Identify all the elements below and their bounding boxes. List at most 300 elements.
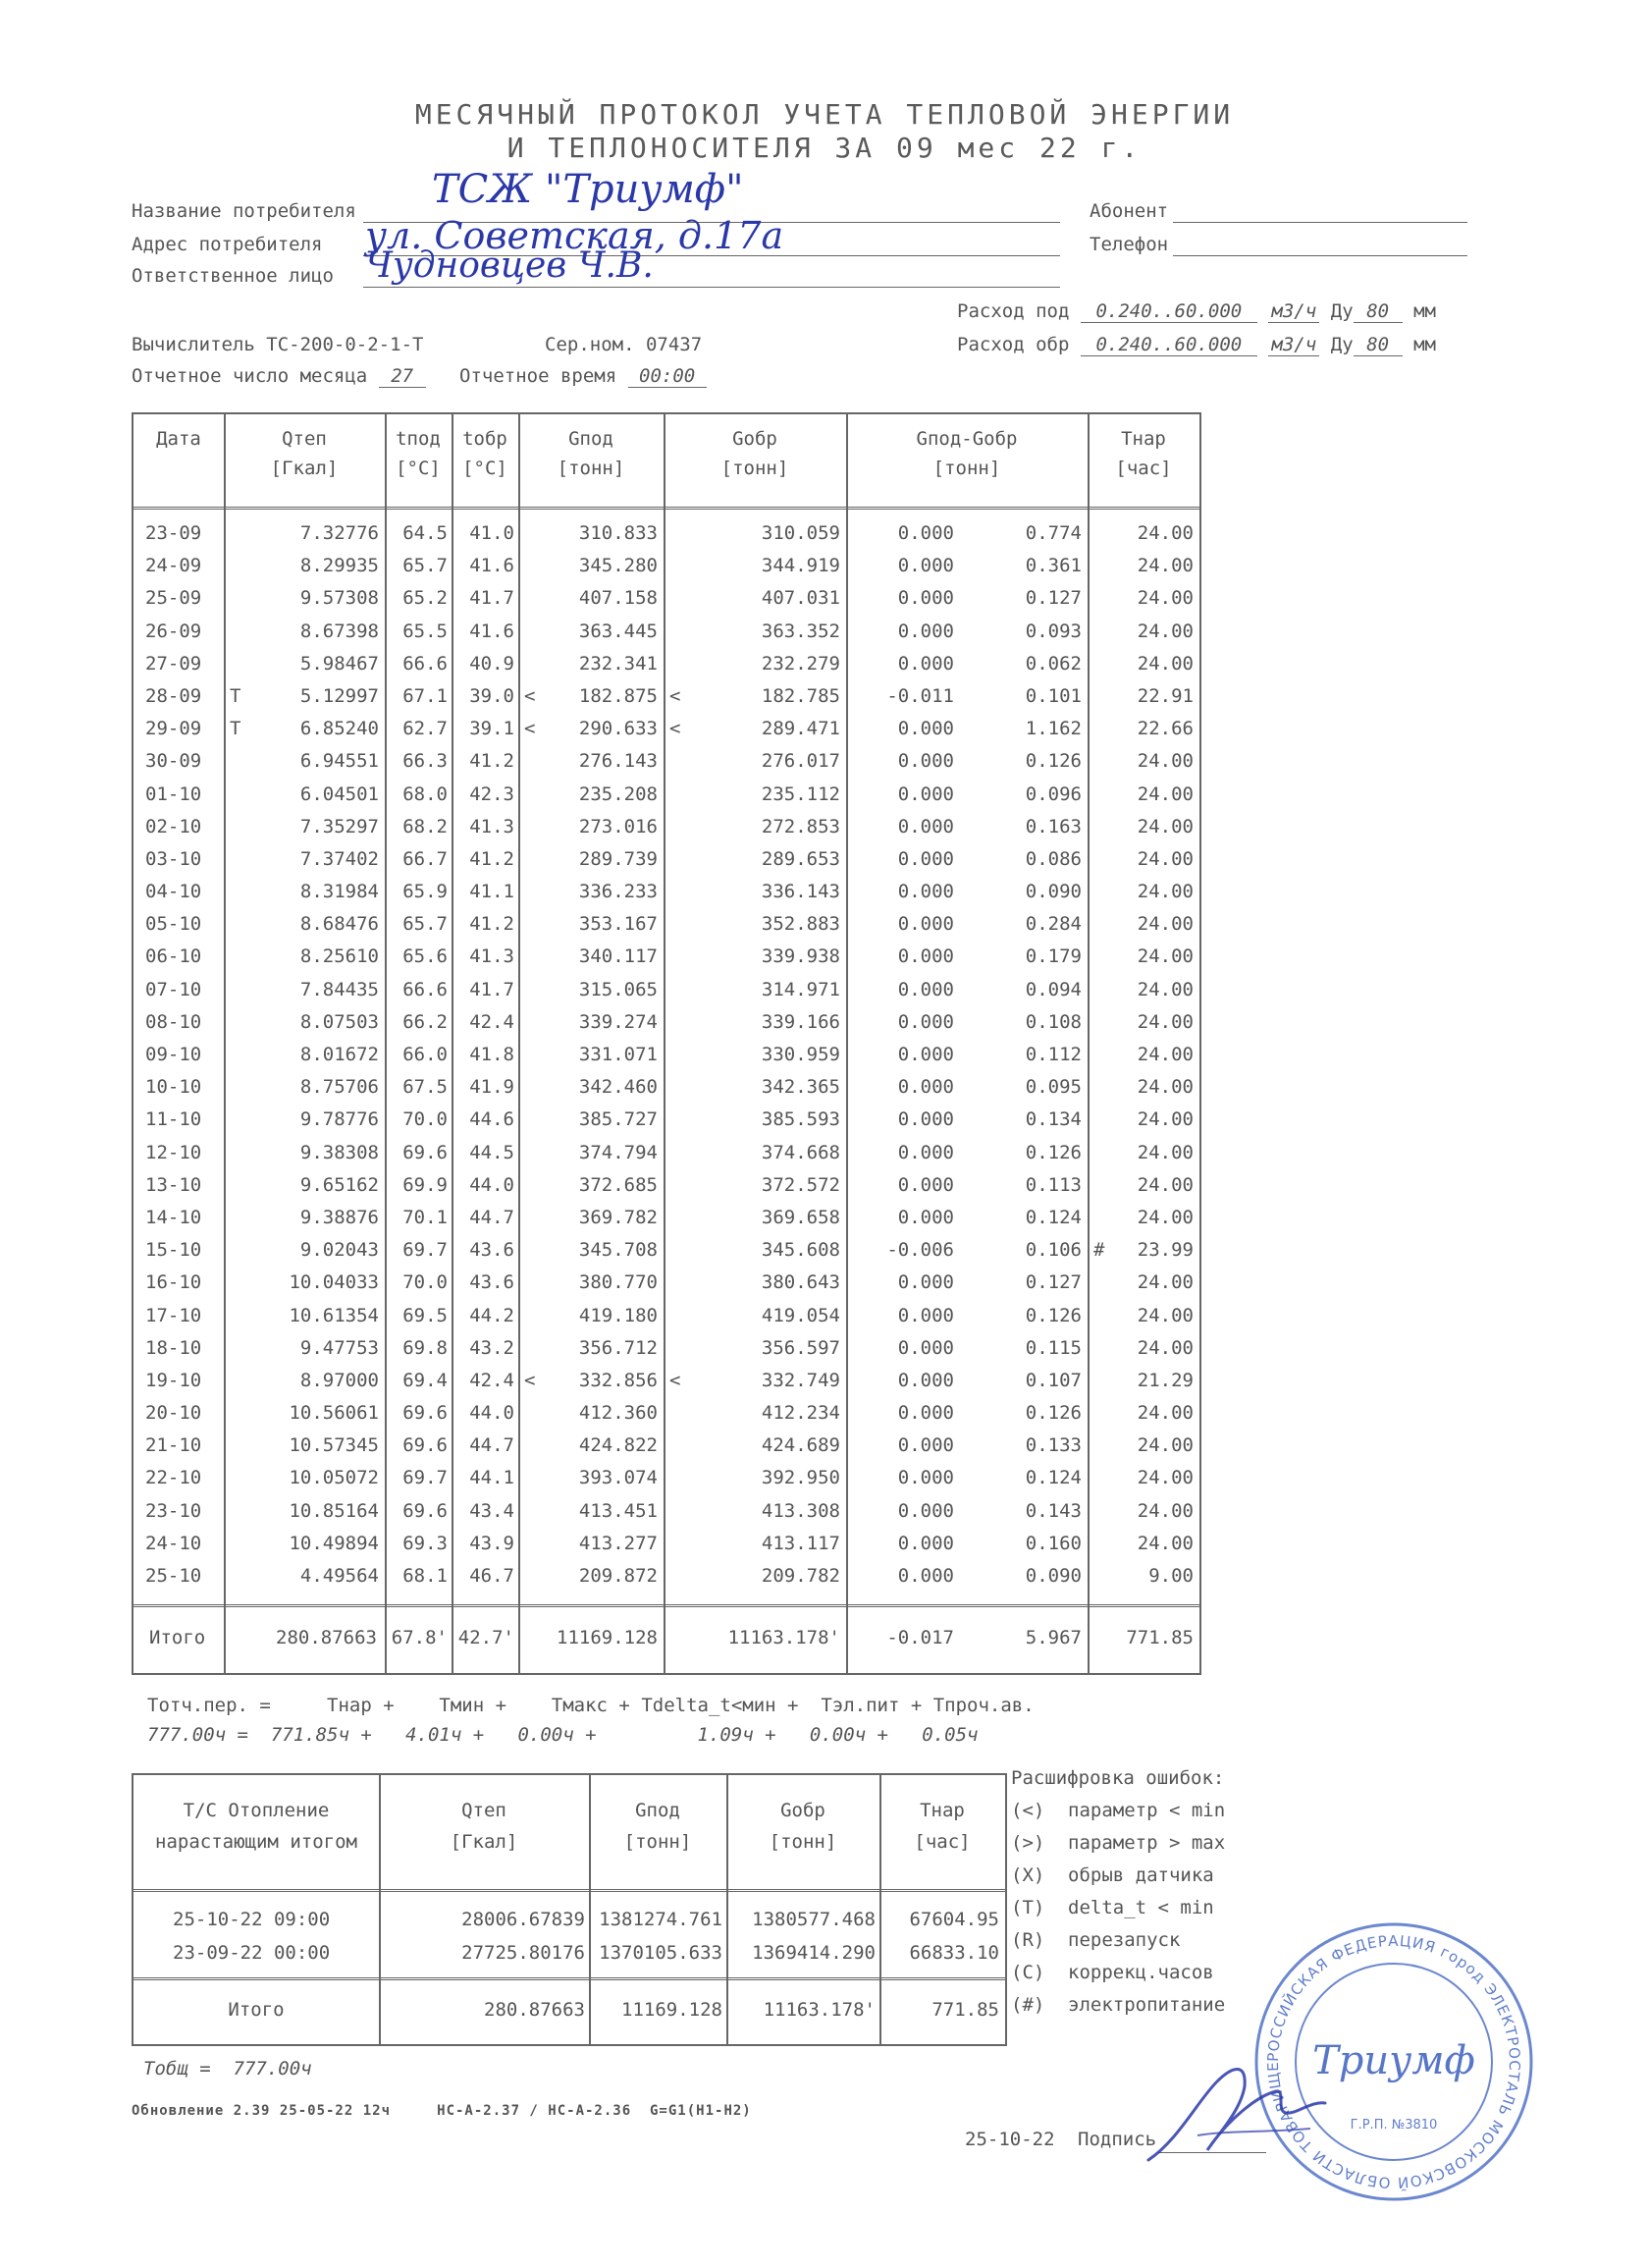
cell-tobr: 41.6 (469, 620, 514, 642)
subscriber-label: Абонент (1090, 200, 1169, 222)
cell-tpod: 69.5 (402, 1304, 448, 1326)
cell-gdiff-1: 0.000 (897, 718, 954, 740)
cell-tnar: 24.00 (1137, 1044, 1194, 1065)
table-row (133, 518, 1199, 551)
cell-qtep: 9.02043 (299, 1239, 379, 1262)
header-gobr: Gобр [тонн] (720, 428, 789, 479)
cell-gpod: 356.712 (578, 1336, 658, 1359)
cell-gdiff-2: 0.126 (1025, 750, 1082, 773)
legend-text: перезапуск (1068, 1929, 1181, 1951)
cell-gdiff-2: 0.090 (1025, 881, 1082, 903)
cumulative-row-gpod: 1370105.633 (599, 1942, 722, 1964)
cell-gpod: 273.016 (578, 815, 658, 837)
cell-gobr: 276.017 (761, 750, 840, 773)
cell-tpod: 66.6 (402, 652, 448, 675)
table-row (133, 1301, 1199, 1333)
cell-flag: < (524, 684, 536, 707)
table-row (133, 1268, 1199, 1300)
cell-gdiff-2: 0.101 (1025, 684, 1082, 707)
table-row (133, 583, 1199, 616)
cell-gpod: 339.274 (578, 1010, 658, 1033)
cumulative-row-gobr: 1380577.468 (752, 1909, 876, 1930)
cell-tobr: 43.2 (469, 1336, 514, 1359)
cell-tobr: 44.0 (469, 1402, 514, 1425)
cell-tnar: 24.00 (1137, 1304, 1194, 1326)
cell-gobr: 330.959 (761, 1044, 840, 1065)
cell-gpod: 276.143 (578, 750, 658, 773)
cell-gdiff-1: 0.000 (897, 1434, 954, 1457)
cell-gdiff-2: 0.774 (1025, 522, 1082, 544)
legend-text: параметр < min (1068, 1800, 1226, 1821)
total-time: Tобщ = 777.00ч (143, 2058, 312, 2079)
cell-qtep: 7.37402 (299, 847, 379, 870)
cell-date: 08-10 (145, 1010, 202, 1033)
legend-code: (>) (1011, 1832, 1045, 1854)
cell-gobr: 344.919 (761, 555, 840, 577)
table-row (133, 1040, 1199, 1072)
consumer-name-value: ТСЖ "Триумф" (432, 167, 744, 212)
cell-tnar: 24.00 (1137, 750, 1194, 773)
total-label: Итого (149, 1627, 206, 1648)
legend-item (1011, 1800, 1225, 1832)
cell-tpod: 68.2 (402, 815, 448, 837)
table-row (133, 1138, 1199, 1170)
legend-title: Расшифровка ошибок: (1011, 1767, 1225, 1789)
cell-qtep: 8.31984 (299, 881, 379, 903)
cell-gpod: 353.167 (578, 913, 658, 936)
cell-tpod: 62.7 (402, 718, 448, 740)
legend-item (1011, 1929, 1225, 1962)
flow-return-unit: м3/ч (1268, 334, 1319, 356)
cell-tnar: 24.00 (1137, 783, 1194, 805)
cell-gdiff-2: 0.062 (1025, 652, 1082, 675)
cell-gdiff-1: -0.011 (886, 684, 954, 707)
cell-flag: < (669, 1369, 681, 1391)
cell-gobr: 289.471 (761, 718, 840, 740)
cell-tnar: 24.00 (1137, 881, 1194, 903)
cell-flag: < (669, 684, 681, 707)
cell-gdiff-2: 0.124 (1025, 1467, 1082, 1489)
cell-date: 23-09 (145, 522, 202, 544)
cell-gpod: 393.074 (578, 1467, 658, 1489)
table-row (133, 681, 1199, 714)
cell-date: 18-10 (145, 1336, 202, 1359)
cell-tnar: 24.00 (1137, 978, 1194, 1000)
cell-gdiff-2: 0.106 (1025, 1239, 1082, 1262)
cumulative-row-gpod: 1381274.761 (599, 1909, 722, 1930)
cell-tpod: 70.0 (402, 1108, 448, 1131)
total-tpod: 67.8' (391, 1627, 448, 1648)
du-return-unit: мм (1413, 334, 1436, 355)
cell-date: 25-09 (145, 587, 202, 610)
cell-tnar: 24.00 (1137, 1434, 1194, 1457)
flow-supply-label: Расход под (957, 300, 1070, 322)
cell-qtep: 8.07503 (299, 1010, 379, 1033)
cell-gdiff-2: 0.134 (1025, 1108, 1082, 1131)
cell-gobr: 419.054 (761, 1304, 840, 1326)
cell-tpod: 68.1 (402, 1565, 448, 1587)
cell-tpod: 69.3 (402, 1532, 448, 1554)
cell-qtep: 8.75706 (299, 1076, 379, 1099)
cumulative-row-qtep: 28006.67839 (461, 1909, 585, 1930)
cell-tobr: 39.1 (469, 718, 514, 740)
cell-gdiff-1: 0.000 (897, 750, 954, 773)
cell-gdiff-1: 0.000 (897, 978, 954, 1000)
cell-gpod: 209.872 (578, 1565, 658, 1587)
cell-tobr: 43.4 (469, 1499, 514, 1522)
cell-gdiff-2: 0.126 (1025, 1304, 1082, 1326)
cell-gdiff-1: 0.000 (897, 1044, 954, 1065)
cell-gobr: 314.971 (761, 978, 840, 1000)
legend-text: коррекц.часов (1068, 1962, 1214, 1983)
cell-date: 28-09 (145, 684, 202, 707)
du-return-value: 80 (1354, 334, 1403, 356)
cell-gpod: 345.708 (578, 1239, 658, 1262)
cell-tobr: 41.3 (469, 945, 514, 968)
cell-date: 04-10 (145, 881, 202, 903)
cell-gdiff-2: 0.361 (1025, 555, 1082, 577)
table-row (133, 1529, 1199, 1561)
cell-tobr: 41.0 (469, 522, 514, 544)
cell-qtep: 10.05072 (289, 1467, 379, 1489)
cell-gobr: 372.572 (761, 1173, 840, 1196)
cell-flag: < (524, 1369, 536, 1391)
table-row (133, 617, 1199, 649)
row-separator (133, 1889, 1005, 1892)
cell-tnar: 24.00 (1137, 620, 1194, 642)
cell-tpod: 65.6 (402, 945, 448, 968)
cell-gdiff-2: 0.124 (1025, 1206, 1082, 1228)
cell-gobr: 272.853 (761, 815, 840, 837)
cell-tobr: 40.9 (469, 652, 514, 675)
cumulative-header-qtep: Qтеп [Гкал] (450, 1800, 518, 1853)
cell-gdiff-1: 0.000 (897, 1532, 954, 1554)
cell-tnar: 24.00 (1137, 815, 1194, 837)
serial-label: Сер.ном. (545, 334, 635, 355)
cell-flag: T (230, 684, 241, 707)
cell-gdiff-2: 0.133 (1025, 1434, 1082, 1457)
legend-item (1011, 1864, 1225, 1897)
cell-tnar: 24.00 (1137, 1010, 1194, 1033)
cell-gdiff-2: 0.086 (1025, 847, 1082, 870)
cell-gdiff-1: 0.000 (897, 555, 954, 577)
table-row (133, 649, 1199, 681)
cell-tnar: 24.00 (1137, 1173, 1194, 1196)
cell-tobr: 39.0 (469, 684, 514, 707)
cell-gpod: 369.782 (578, 1206, 658, 1228)
cell-qtep: 4.49564 (299, 1565, 379, 1587)
legend-code: (#) (1011, 1994, 1045, 2016)
cell-flag: # (1093, 1239, 1105, 1262)
cell-tnar: 9.00 (1148, 1565, 1194, 1587)
legend-code: (C) (1011, 1962, 1045, 1983)
cumulative-total-gobr: 11163.178' (763, 1999, 876, 2021)
cell-gdiff-1: 0.000 (897, 1141, 954, 1163)
cell-tpod: 67.1 (402, 684, 448, 707)
cell-tobr: 41.7 (469, 978, 514, 1000)
cell-date: 21-10 (145, 1434, 202, 1457)
cell-gdiff-1: 0.000 (897, 783, 954, 805)
cell-tnar: 24.00 (1137, 1076, 1194, 1099)
cell-gobr: 363.352 (761, 620, 840, 642)
cell-tobr: 43.9 (469, 1532, 514, 1554)
daily-data-table (132, 412, 1201, 1675)
cell-tnar: 24.00 (1137, 847, 1194, 870)
legend-item (1011, 1962, 1225, 1994)
total-qtep: 280.87663 (276, 1627, 377, 1648)
cell-gpod: 385.727 (578, 1108, 658, 1131)
cell-date: 29-09 (145, 718, 202, 740)
legend-text: delta_t < min (1068, 1897, 1214, 1918)
cell-gdiff-1: 0.000 (897, 1402, 954, 1425)
cell-tpod: 70.1 (402, 1206, 448, 1228)
cell-gobr: 232.279 (761, 652, 840, 675)
legend-code: (<) (1011, 1800, 1045, 1821)
cell-date: 03-10 (145, 847, 202, 870)
cell-tnar: 24.00 (1137, 1402, 1194, 1425)
cell-tobr: 44.7 (469, 1206, 514, 1228)
cell-gdiff-1: 0.000 (897, 1076, 954, 1099)
cell-gdiff-2: 0.108 (1025, 1010, 1082, 1033)
cell-date: 26-09 (145, 620, 202, 642)
cell-gpod: 412.360 (578, 1402, 658, 1425)
cell-tnar: 22.66 (1137, 718, 1194, 740)
cell-gobr: 345.608 (761, 1239, 840, 1262)
cell-tpod: 70.0 (402, 1271, 448, 1294)
cell-tnar: 24.00 (1137, 1271, 1194, 1294)
cumulative-row-qtep: 27725.80176 (461, 1942, 585, 1964)
cell-gpod: 374.794 (578, 1141, 658, 1163)
cell-gdiff-2: 0.113 (1025, 1173, 1082, 1196)
flow-return-value: 0.240..60.000 (1081, 334, 1257, 356)
cell-gdiff-1: 0.000 (897, 1369, 954, 1391)
cell-date: 12-10 (145, 1141, 202, 1163)
responsible-underline (363, 287, 1060, 288)
cell-qtep: 5.12997 (299, 684, 379, 707)
cell-date: 05-10 (145, 913, 202, 936)
cell-date: 15-10 (145, 1239, 202, 1262)
cell-date: 20-10 (145, 1402, 202, 1425)
cumulative-row-label: 23-09-22 00:00 (173, 1942, 331, 1964)
cell-tpod: 69.6 (402, 1499, 448, 1522)
cell-tobr: 41.8 (469, 1044, 514, 1065)
cell-gpod: 182.875 (578, 684, 658, 707)
cumulative-row-tnar: 66833.10 (909, 1942, 999, 1964)
cell-date: 16-10 (145, 1271, 202, 1294)
total-tobr: 42.7' (457, 1627, 514, 1648)
cell-gpod: 380.770 (578, 1271, 658, 1294)
cell-tpod: 69.9 (402, 1173, 448, 1196)
table-row (133, 1007, 1199, 1040)
cell-tpod: 65.5 (402, 620, 448, 642)
cell-gobr: 412.234 (761, 1402, 840, 1425)
cell-qtep: 8.97000 (299, 1369, 379, 1391)
cell-gpod: 336.233 (578, 881, 658, 903)
table-row (133, 1105, 1199, 1137)
footer-date: 25-10-22 (965, 2129, 1055, 2150)
cumulative-header-gobr: Gобр [тонн] (769, 1800, 837, 1853)
header-tobr: tобр [°С] (462, 428, 507, 479)
cell-tnar: 24.00 (1137, 913, 1194, 936)
cell-gpod: 419.180 (578, 1304, 658, 1326)
cell-gpod: 345.280 (578, 555, 658, 577)
cell-gpod: 413.451 (578, 1499, 658, 1522)
header-gdiff: Gпод-Gобр [тонн] (916, 428, 1018, 479)
cumulative-header-gpod: Gпод [тонн] (623, 1800, 692, 1853)
cell-gdiff-1: 0.000 (897, 881, 954, 903)
table-row (133, 551, 1199, 583)
cell-tnar: 24.00 (1137, 1467, 1194, 1489)
cell-gdiff-1: 0.000 (897, 1173, 954, 1196)
cumulative-row-tnar: 67604.95 (909, 1909, 999, 1930)
du-supply-label: Ду (1330, 300, 1354, 322)
cell-tpod: 65.2 (402, 587, 448, 610)
cell-date: 09-10 (145, 1044, 202, 1065)
table-body (133, 518, 1199, 1593)
cell-gobr: 380.643 (761, 1271, 840, 1294)
cell-gpod: 315.065 (578, 978, 658, 1000)
phone-label: Телефон (1090, 234, 1169, 255)
cell-tobr: 43.6 (469, 1239, 514, 1262)
cell-gdiff-2: 0.095 (1025, 1076, 1082, 1099)
cell-date: 22-10 (145, 1467, 202, 1489)
cell-date: 27-09 (145, 652, 202, 675)
cell-gpod: 424.822 (578, 1434, 658, 1457)
cell-tobr: 44.0 (469, 1173, 514, 1196)
cell-gpod: 413.277 (578, 1532, 658, 1554)
table-row (133, 746, 1199, 779)
cell-tobr: 42.4 (469, 1369, 514, 1391)
cell-gobr: 310.059 (761, 522, 840, 544)
cell-qtep: 9.57308 (299, 587, 379, 610)
cell-gdiff-1: 0.000 (897, 913, 954, 936)
cell-gdiff-1: 0.000 (897, 945, 954, 968)
table-row (133, 812, 1199, 844)
table-row (133, 909, 1199, 942)
cumulative-total-label: Итого (228, 1999, 285, 2021)
cell-gpod: 372.685 (578, 1173, 658, 1196)
cell-gdiff-2: 0.096 (1025, 783, 1082, 805)
cell-gobr: 374.668 (761, 1141, 840, 1163)
legend-code: (R) (1011, 1929, 1045, 1951)
cell-gdiff-2: 0.160 (1025, 1532, 1082, 1554)
cell-tnar: 23.99 (1137, 1239, 1194, 1262)
legend-item (1011, 1994, 1225, 2026)
header-tnar: Тнар [час] (1115, 428, 1172, 479)
cell-tobr: 46.7 (469, 1565, 514, 1587)
cell-qtep: 10.85164 (289, 1499, 379, 1522)
cell-tpod: 69.6 (402, 1141, 448, 1163)
cell-date: 07-10 (145, 978, 202, 1000)
table-row (133, 942, 1199, 974)
cell-date: 11-10 (145, 1108, 202, 1131)
cell-qtep: 6.94551 (299, 750, 379, 773)
cell-gdiff-1: 0.000 (897, 1499, 954, 1522)
cell-qtep: 10.49894 (289, 1532, 379, 1554)
cell-tobr: 41.2 (469, 913, 514, 936)
cell-tobr: 41.2 (469, 750, 514, 773)
cumulative-total-qtep: 280.87663 (484, 1999, 585, 2021)
cell-tnar: 22.91 (1137, 684, 1194, 707)
cell-date: 01-10 (145, 783, 202, 805)
cell-tnar: 24.00 (1137, 1336, 1194, 1359)
legend-text: электропитание (1068, 1994, 1226, 2016)
serial-row (545, 334, 702, 355)
cell-tnar: 24.00 (1137, 1108, 1194, 1131)
total-gobr: 11163.178' (727, 1627, 840, 1648)
flow-supply-value: 0.240..60.000 (1081, 300, 1257, 323)
du-supply-unit: мм (1413, 300, 1436, 322)
cell-qtep: 7.32776 (299, 522, 379, 544)
cell-tnar: 24.00 (1137, 652, 1194, 675)
flow-return-label: Расход обр (957, 334, 1070, 355)
cell-tpod: 66.0 (402, 1044, 448, 1065)
cell-qtep: 9.78776 (299, 1108, 379, 1131)
cell-flag: < (524, 718, 536, 740)
cell-date: 30-09 (145, 750, 202, 773)
time-formula-line2: 777.00ч = 771.85ч + 4.01ч + 0.00ч + 1.09ч + 0.00ч + 0.05ч (147, 1724, 979, 1746)
cell-gdiff-1: 0.000 (897, 1271, 954, 1294)
cell-qtep: 9.38876 (299, 1206, 379, 1228)
cell-gobr: 339.166 (761, 1010, 840, 1033)
cell-gobr: 392.950 (761, 1467, 840, 1489)
document-title-line1: МЕСЯЧНЫЙ ПРОТОКОЛ УЧЕТА ТЕПЛОВОЙ ЭНЕРГИИ (414, 98, 1235, 131)
cell-tnar: 21.29 (1137, 1369, 1194, 1391)
du-return-label: Ду (1330, 334, 1354, 355)
cell-qtep: 8.25610 (299, 945, 379, 968)
cell-qtep: 10.56061 (289, 1402, 379, 1425)
cell-gdiff-2: 0.127 (1025, 1271, 1082, 1294)
cell-gdiff-2: 0.126 (1025, 1402, 1082, 1425)
consumer-address-label: Адрес потребителя (132, 234, 323, 255)
flow-supply-row (957, 300, 1436, 323)
cell-qtep: 8.29935 (299, 555, 379, 577)
cell-date: 19-10 (145, 1369, 202, 1391)
report-day-label: Отчетное число месяца (132, 365, 368, 387)
cell-gpod: 331.071 (578, 1044, 658, 1065)
cell-gdiff-1: 0.000 (897, 1565, 954, 1587)
table-total-row (133, 1604, 1199, 1676)
cell-date: 24-10 (145, 1532, 202, 1554)
cell-gobr: 352.883 (761, 913, 840, 936)
cumulative-header-tnar: Тнар [час] (914, 1800, 971, 1853)
cell-tobr: 42.3 (469, 783, 514, 805)
cell-date: 24-09 (145, 555, 202, 577)
table-row (133, 1463, 1199, 1495)
cell-gobr: 339.938 (761, 945, 840, 968)
cell-tpod: 67.5 (402, 1076, 448, 1099)
cell-gdiff-2: 0.115 (1025, 1336, 1082, 1359)
table-row (133, 1561, 1199, 1593)
cell-tpod: 69.8 (402, 1336, 448, 1359)
report-time-value: 00:00 (628, 365, 707, 388)
cell-tnar: 24.00 (1137, 555, 1194, 577)
cell-tpod: 69.6 (402, 1434, 448, 1457)
cell-gpod: 407.158 (578, 587, 658, 610)
cell-gdiff-1: 0.000 (897, 1336, 954, 1359)
total-tnar: 771.85 (1126, 1627, 1194, 1648)
cell-gobr: 289.653 (761, 847, 840, 870)
cell-qtep: 8.67398 (299, 620, 379, 642)
cell-date: 23-10 (145, 1499, 202, 1522)
legend-item (1011, 1897, 1225, 1929)
cell-tnar: 24.00 (1137, 1532, 1194, 1554)
cell-qtep: 7.84435 (299, 978, 379, 1000)
table-row (133, 1072, 1199, 1105)
cell-tpod: 65.7 (402, 555, 448, 577)
cell-gdiff-1: -0.006 (886, 1239, 954, 1262)
row-separator (133, 1977, 1005, 1980)
